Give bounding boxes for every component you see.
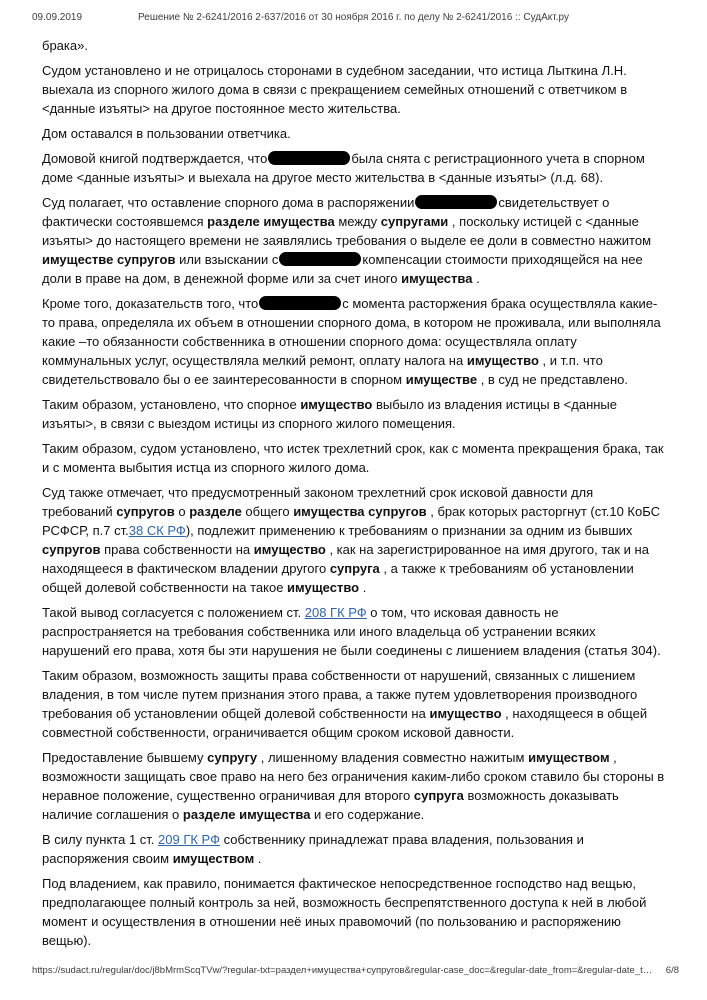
text-run: о <box>174 504 190 519</box>
search-term-highlight: имущества супругов <box>293 504 427 519</box>
text-run: , как на зарегистрированное на имя другого, так и на находящееся в фактическом владении другого <box>42 542 649 576</box>
search-term-highlight: имущество <box>300 397 373 412</box>
search-term-highlight: имуществом <box>528 750 610 765</box>
search-term-highlight: разделе <box>189 504 242 519</box>
search-term-highlight: супругов <box>116 504 175 519</box>
source-url: https://sudact.ru/regular/doc/j8bMrmScqTVw/?regular-txt=раздел+имущества+супругов&regular-case_doc=&regular-date_from=&regular-date_t… <box>32 965 652 976</box>
search-term-highlight: супругу <box>207 750 258 765</box>
text-run: брака». <box>42 38 88 53</box>
text-run: Таким образом, судом установлено, что истек трехлетний срок, как с момента прекращения брака, так и с момента выбытия истца из спорного жилого дома. <box>42 441 664 475</box>
paragraph <box>42 439 665 477</box>
search-term-highlight: имущество <box>287 580 360 595</box>
text-run: выбыло из владения истицы в <данные изъяты>, в связи с выездом истицы из спорного жилого помещения. <box>42 397 618 431</box>
text-run: общего <box>241 504 294 519</box>
text-run: В силу пункта 1 ст. <box>42 832 159 847</box>
document-title: Решение № 2-6241/2016 2-637/2016 от 30 ноября 2016 г. по делу № 2-6241/2016 :: СудАкт.ру <box>138 12 569 23</box>
text-run: , а также к требованиям об установлении общей долевой собственности на такое <box>42 561 634 595</box>
redaction-bar <box>279 252 361 266</box>
text-run: . <box>472 271 480 286</box>
text-run: собственнику принадлежат права владения, пользования и распоряжения своим <box>42 832 584 866</box>
text-run: Кроме того, доказательств того, что <box>42 296 259 311</box>
search-term-highlight: имуществе супругов <box>42 252 176 267</box>
paragraph <box>42 149 665 187</box>
text-run: или взыскании с <box>175 252 279 267</box>
text-run: права собственности на <box>100 542 254 557</box>
search-term-highlight: имущество <box>253 542 326 557</box>
paragraph <box>42 874 665 950</box>
text-run: , находящееся в общей совместной собственности, ограничивается общим сроком исковой давности. <box>42 706 648 740</box>
text-run: о том, что исковая давность не распространяется на требования собственника или иного владельца об устранении всяких нарушений его права, хотя бы эти нарушения не были соединены с лишением владения (статья 304). <box>42 605 661 658</box>
text-run: Таким образом, возможность защиты права собственности от нарушений, связанных с лишением владения, в том числе путем признания этого права, а также путем удовлетворения производного требования об установлении общей долевой собственности на <box>42 668 638 721</box>
paragraph <box>42 666 665 742</box>
paragraph <box>42 748 665 824</box>
text-run: Таким образом, установлено, что спорное <box>42 397 301 412</box>
paragraph <box>42 830 665 868</box>
text-run: . <box>254 851 262 866</box>
text-run: . <box>359 580 367 595</box>
text-run: Такой вывод согласуется с положением ст. <box>42 605 305 620</box>
search-term-highlight: разделе имущества <box>207 214 335 229</box>
paragraph <box>42 395 665 433</box>
text-run: Под владением, как правило, понимается фактическое непосредственное господство над вещью, предполагающее полный контроль за ней, возможность беспрепятственного доступа к ней в любой момент и осуществления в отношении неё иных правомочий (по пользованию и распоряжению вещью). <box>42 876 647 948</box>
redaction-bar <box>268 151 350 165</box>
paragraph <box>42 193 665 288</box>
text-run: компенсации стоимости приходящейся на нее доли в праве на дом, в денежной форме или за счет иного <box>42 252 643 286</box>
search-term-highlight: имущество <box>466 353 539 368</box>
text-run: , и т.п. что свидетельствовало бы о ее заинтересованности в спорном <box>42 353 603 387</box>
search-term-highlight: супруга <box>329 561 380 576</box>
text-run: между <box>334 214 381 229</box>
text-run: ), подлежит применению к требованиям о признании за одним из бывших <box>185 523 633 538</box>
text-run: , поскольку истицей с <данные изъяты> до настоящего времени не заявлялись требования о выделе ее доли в совместно нажитом <box>42 214 652 248</box>
search-term-highlight: супругов <box>42 542 101 557</box>
redaction-bar <box>259 296 341 310</box>
text-run: Предоставление бывшему <box>42 750 208 765</box>
text-run: была снята с регистрационного учета в спорном доме <данные изъяты> и выехала на другое место жительства в <данные изъяты> (л.д. 68). <box>42 151 645 185</box>
statute-link[interactable]: 209 ГК РФ <box>158 832 220 847</box>
paragraph <box>42 36 665 55</box>
text-run: , в суд не представлено. <box>477 372 628 387</box>
search-term-highlight: имущество <box>429 706 502 721</box>
paragraph <box>42 603 665 660</box>
text-run: свидетельствует о фактически состоявшемся <box>42 195 610 229</box>
text-run: Судом установлено и не отрицалось сторонами в судебном заседании, что истица Лыткина Л.Н. выехала из спорного жилого дома в связи с прекращением семейных отношений с ответчиком в <данные изъяты> на другое постоянное место жительства. <box>42 63 628 116</box>
text-run: возможность доказывать наличие соглашения о <box>42 788 619 822</box>
paragraph <box>42 61 665 118</box>
search-term-highlight: имуществом <box>172 851 255 866</box>
search-term-highlight: имущества <box>401 271 473 286</box>
text-run: Суд также отмечает, что предусмотренный законом трехлетний срок исковой давности для требований <box>42 485 594 519</box>
text-run: с момента расторжения брака осуществляла какие-то права, определяла их объем в отношении спорного дома, в котором не проживала, или выполняла какие –то обязанности собственника в отношении спорного дома: осуществляла оплату коммунальных услуг, осуществляла мелкий ремонт, оплату налога на <box>42 296 661 368</box>
text-run: Дом оставался в пользовании ответчика. <box>42 126 291 141</box>
search-term-highlight: супругами <box>380 214 449 229</box>
paragraph <box>42 124 665 143</box>
text-run: , возможности защищать свое право на него без ограничения каким-либо сроком ставило бы стороны в неравное положение, существенно ограничивая для второго <box>42 750 665 803</box>
text-run: , брак которых расторгнут (ст.10 КоБС РСФСР, п.7 ст. <box>42 504 660 538</box>
print-footer <box>32 965 679 976</box>
text-run: Домовой книгой подтверждается, что <box>42 151 268 166</box>
statute-link[interactable]: 38 СК РФ <box>128 523 186 538</box>
print-header <box>32 12 675 26</box>
page-number: 6/8 <box>665 965 679 976</box>
statute-link[interactable]: 208 ГК РФ <box>304 605 367 620</box>
redaction-bar <box>415 195 497 209</box>
search-term-highlight: супруга <box>413 788 464 803</box>
document-body <box>42 36 665 956</box>
text-run: и его содержание. <box>310 807 425 822</box>
search-term-highlight: разделе имущества <box>182 807 311 822</box>
search-term-highlight: имуществе <box>405 372 478 387</box>
paragraph <box>42 294 665 389</box>
paragraph <box>42 483 665 597</box>
text-run: , лишенному владения совместно нажитым <box>257 750 529 765</box>
print-date: 09.09.2019 <box>32 12 83 23</box>
text-run: Суд полагает, что оставление спорного дома в распоряжении <box>42 195 415 210</box>
